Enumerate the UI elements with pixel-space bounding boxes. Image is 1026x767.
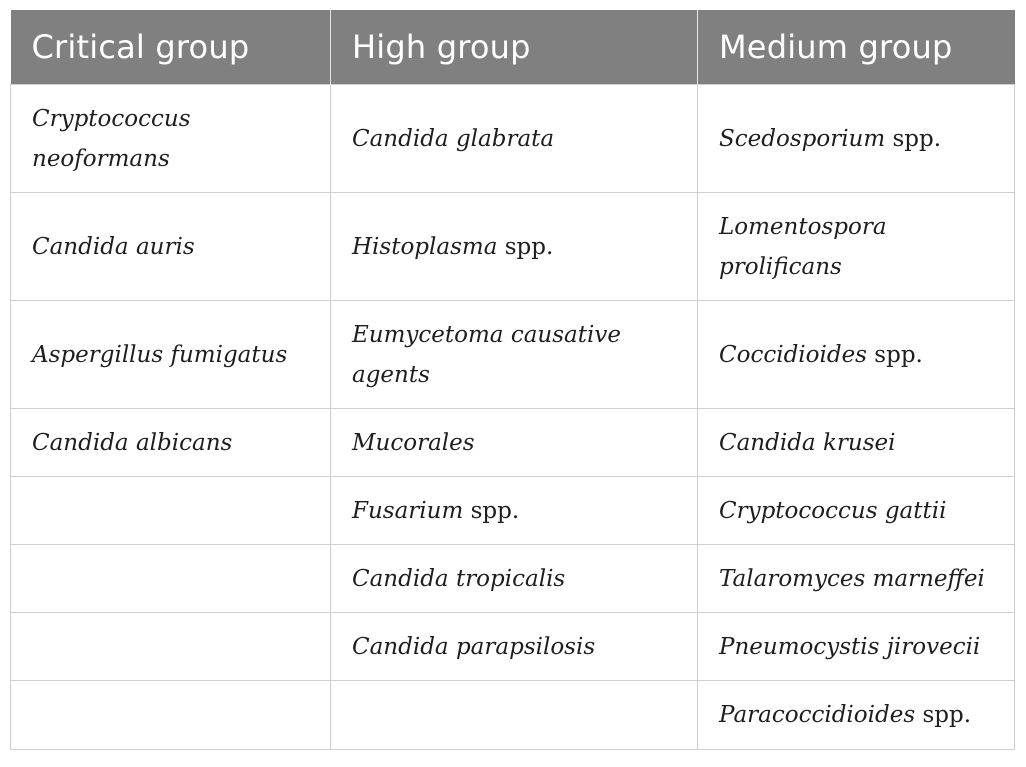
cell-medium [698,613,1015,681]
header-medium-group: Medium group [698,10,1015,85]
cell-critical [11,85,331,193]
cell-medium [698,409,1015,477]
species-name: Candida parapsilosis [352,633,596,660]
table-body [11,85,1015,750]
cell-critical [11,681,331,750]
species-suffix: spp. [497,233,554,260]
table-row [11,477,1015,545]
cell-high [331,545,698,613]
species-name: Coccidioides [719,341,867,368]
header-high-group: High group [331,10,698,85]
species-suffix: spp. [915,702,972,728]
cell-high [331,613,698,681]
species-suffix: spp. [885,125,942,152]
species-suffix: spp. [463,497,520,524]
fungal-priority-table [10,10,1015,750]
species-name: Lomentospora prolificans [719,213,887,280]
species-name: Candida krusei [719,429,896,456]
species-name: Candida tropicalis [352,565,566,592]
species-name: Mucorales [352,429,475,456]
cell-medium [698,681,1015,750]
fungal-priority-table-container [10,10,1015,750]
cell-critical [11,545,331,613]
header-row [11,10,1015,85]
cell-medium [698,85,1015,193]
cell-high [331,85,698,193]
species-name: Aspergillus fumigatus [32,341,288,368]
cell-high [331,301,698,409]
table-header [11,10,1015,85]
species-name: Candida albicans [32,429,233,456]
cell-medium [698,301,1015,409]
table-row [11,613,1015,681]
header-critical-group: Critical group [11,10,331,85]
species-name: Candida glabrata [352,125,555,152]
table-row [11,409,1015,477]
table-row [11,681,1015,750]
cell-high [331,193,698,301]
cell-high [331,477,698,545]
cell-critical [11,193,331,301]
species-name: Histoplasma [352,233,498,260]
cell-medium [698,477,1015,545]
table-row [11,301,1015,409]
species-name: Talaromyces marneffei [719,565,985,592]
cell-high [331,409,698,477]
species-name: Fusarium [352,497,464,524]
cell-medium [698,193,1015,301]
table-row [11,545,1015,613]
species-name: Candida auris [32,233,195,260]
cell-critical [11,301,331,409]
table-row [11,85,1015,193]
species-name: Scedosporium [719,125,886,152]
species-name: Cryptococcus neoformans [32,105,191,172]
species-name: Eumycetoma causative agents [352,321,621,388]
cell-high [331,681,698,750]
species-suffix: spp. [866,341,923,368]
species-name: Paracoccidioides [719,702,916,728]
cell-critical [11,613,331,681]
cell-medium [698,545,1015,613]
cell-critical [11,409,331,477]
table-row [11,193,1015,301]
cell-critical [11,477,331,545]
species-name: Pneumocystis jirovecii [719,633,981,660]
species-name: Cryptococcus gattii [719,497,947,524]
